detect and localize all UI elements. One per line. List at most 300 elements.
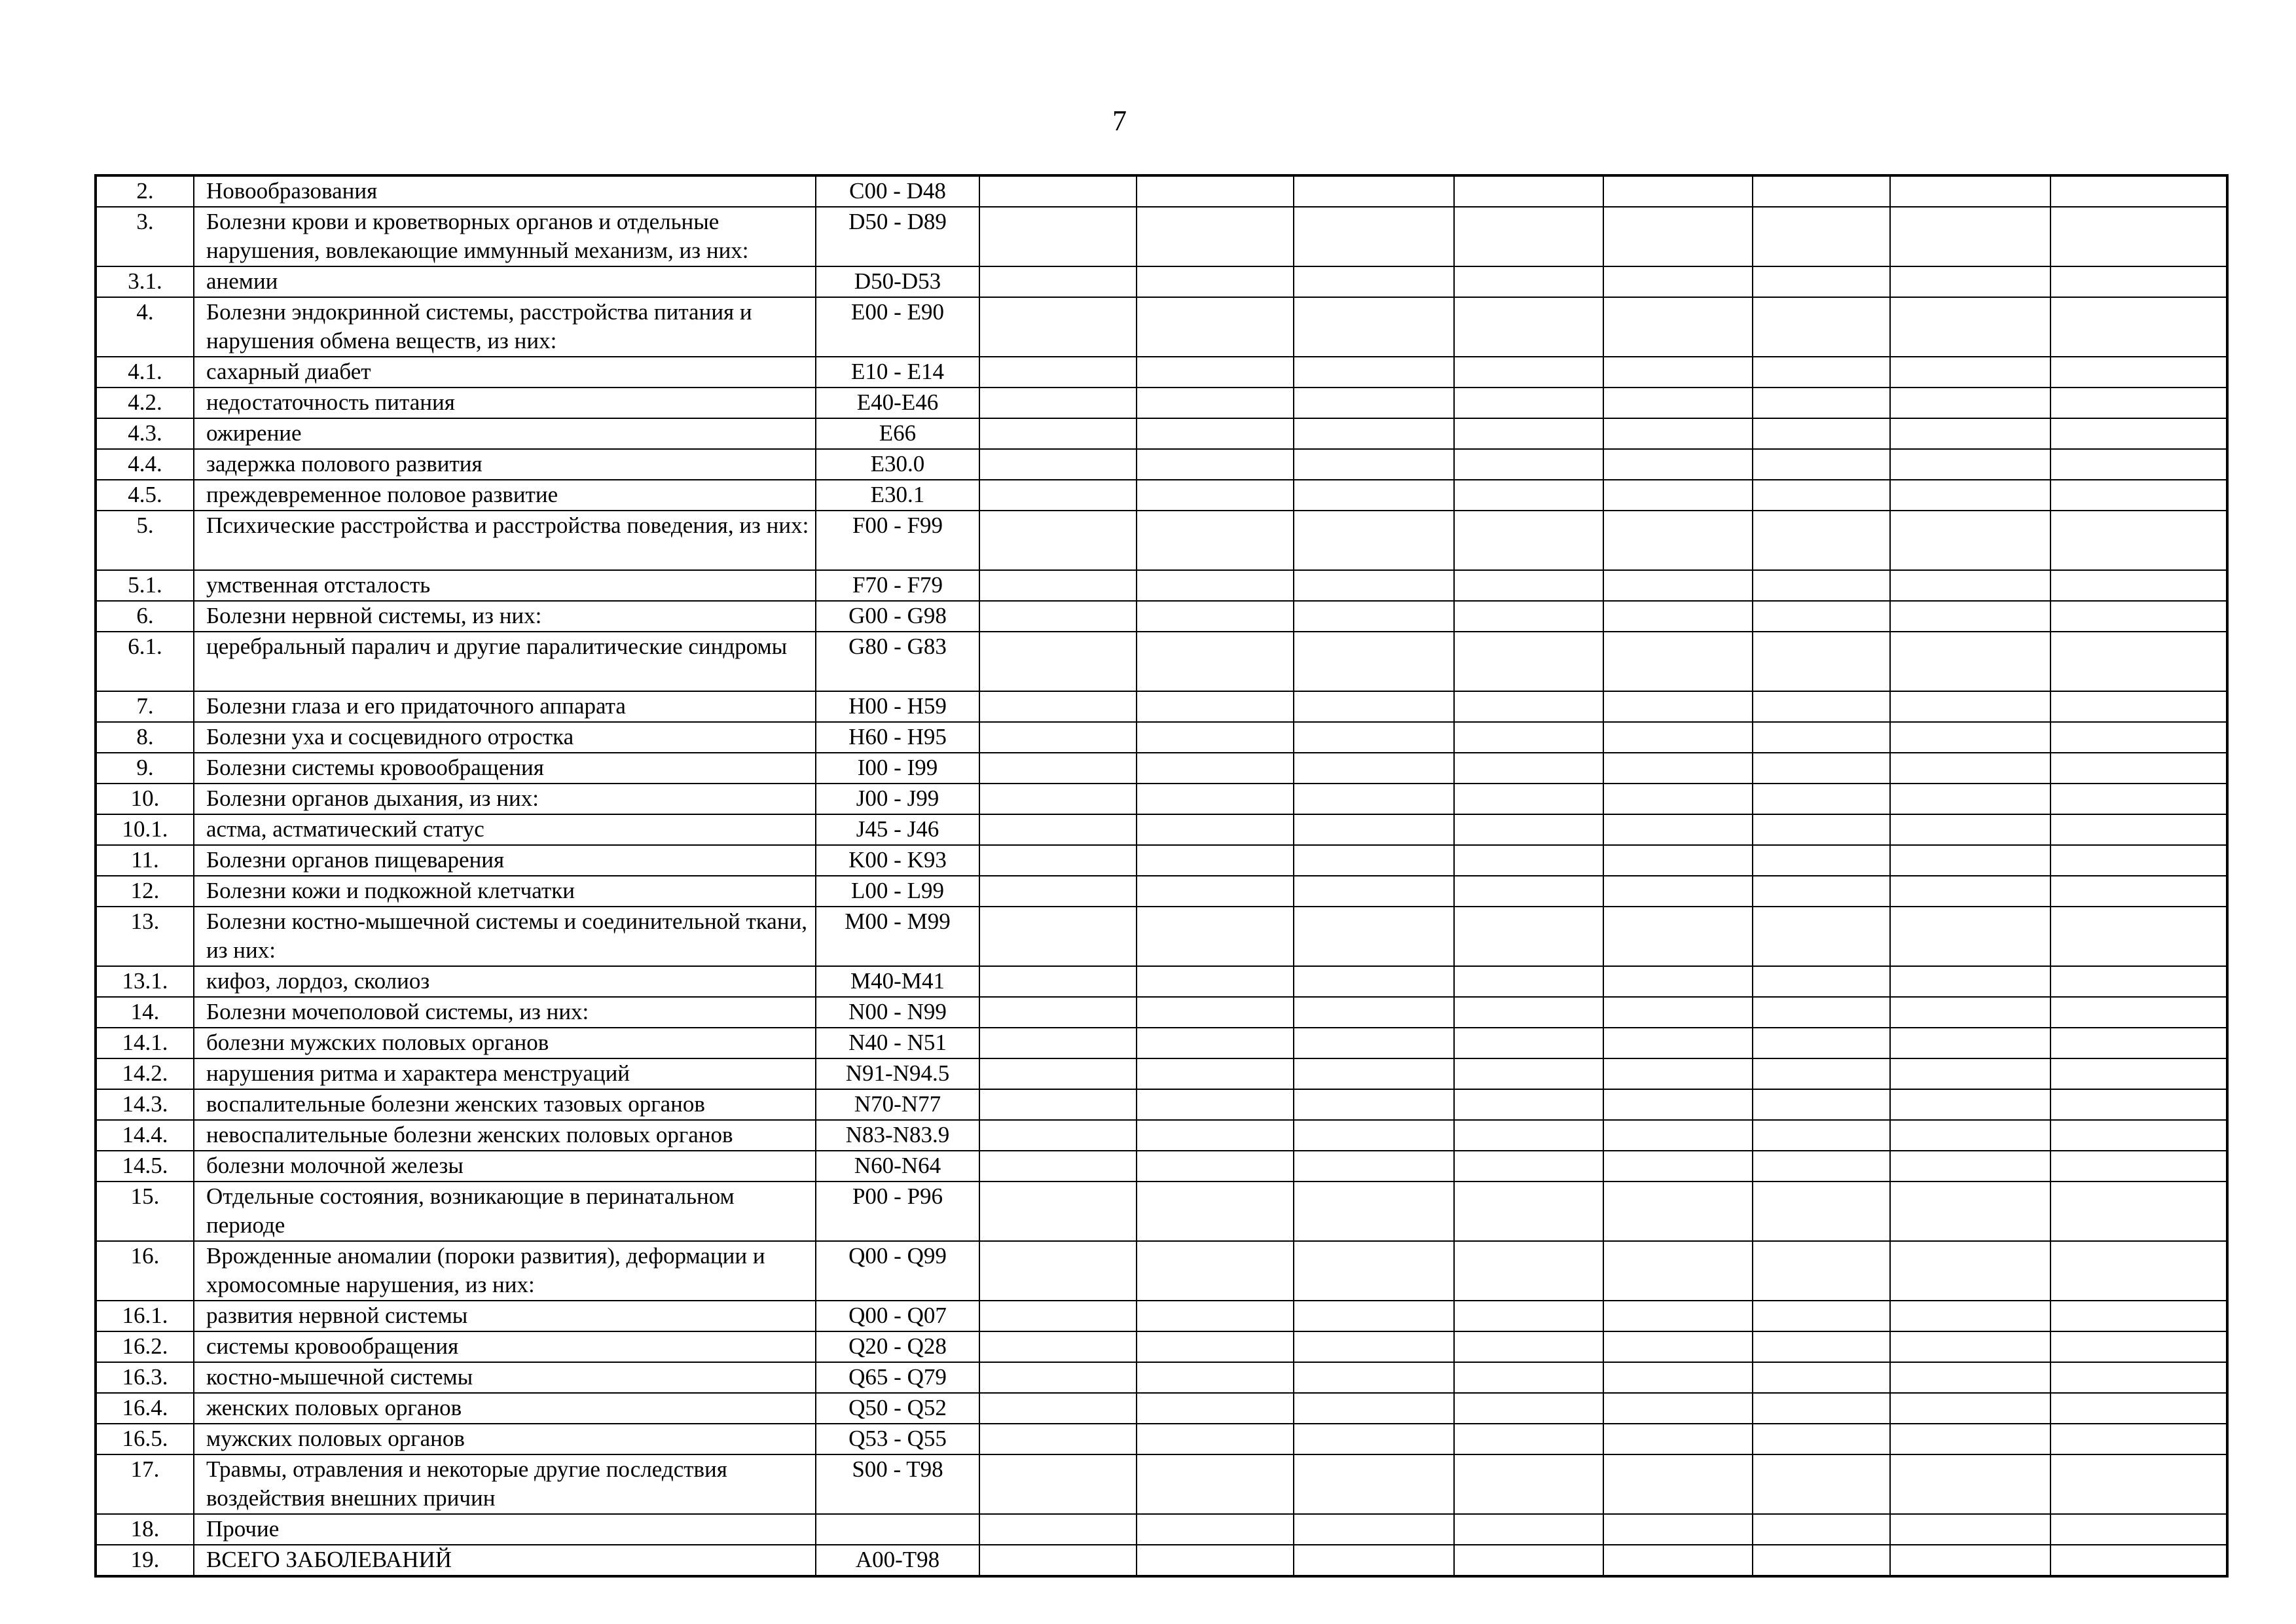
- empty-data-cell: [2050, 511, 2227, 570]
- row-number: 16.3.: [96, 1362, 194, 1393]
- empty-data-cell: [1603, 1424, 1753, 1454]
- empty-data-cell: [979, 1028, 1137, 1058]
- icd-code: I00 - I99: [816, 753, 979, 784]
- empty-data-cell: [1753, 1151, 1890, 1182]
- empty-data-cell: [979, 1362, 1137, 1393]
- empty-data-cell: [1137, 1362, 1294, 1393]
- empty-data-cell: [1294, 1151, 1454, 1182]
- icd-code: Q20 - Q28: [816, 1331, 979, 1362]
- disease-name: системы кровообращения: [194, 1331, 816, 1362]
- icd-code: N40 - N51: [816, 1028, 979, 1058]
- empty-data-cell: [979, 511, 1137, 570]
- empty-data-cell: [1294, 1362, 1454, 1393]
- table-row: [96, 357, 2227, 388]
- empty-data-cell: [1454, 175, 1603, 207]
- row-number: 16.4.: [96, 1393, 194, 1424]
- empty-data-cell: [1890, 1151, 2050, 1182]
- empty-data-cell: [1890, 1514, 2050, 1545]
- empty-data-cell: [1753, 784, 1890, 814]
- empty-data-cell: [1603, 753, 1753, 784]
- empty-data-cell: [1890, 511, 2050, 570]
- empty-data-cell: [979, 266, 1137, 297]
- empty-data-cell: [979, 1151, 1137, 1182]
- empty-data-cell: [1294, 1120, 1454, 1151]
- empty-data-cell: [1137, 1514, 1294, 1545]
- table-row: [96, 1424, 2227, 1454]
- empty-data-cell: [1753, 1301, 1890, 1331]
- disease-name: Болезни органов пищеварения: [194, 845, 816, 876]
- empty-data-cell: [2050, 449, 2227, 480]
- empty-data-cell: [1753, 1362, 1890, 1393]
- icd-code: N70-N77: [816, 1089, 979, 1120]
- empty-data-cell: [1454, 297, 1603, 357]
- empty-data-cell: [1603, 601, 1753, 632]
- empty-data-cell: [1294, 297, 1454, 357]
- icd-code: F70 - F79: [816, 570, 979, 601]
- empty-data-cell: [1294, 1182, 1454, 1241]
- disease-name: костно-мышечной системы: [194, 1362, 816, 1393]
- empty-data-cell: [1753, 1089, 1890, 1120]
- disease-name: Болезни мочеполовой системы, из них:: [194, 997, 816, 1028]
- empty-data-cell: [1454, 845, 1603, 876]
- empty-data-cell: [979, 1058, 1137, 1089]
- empty-data-cell: [1603, 1331, 1753, 1362]
- empty-data-cell: [2050, 876, 2227, 907]
- empty-data-cell: [1890, 570, 2050, 601]
- empty-data-cell: [1753, 601, 1890, 632]
- empty-data-cell: [1753, 753, 1890, 784]
- icd-code: K00 - K93: [816, 845, 979, 876]
- empty-data-cell: [979, 876, 1137, 907]
- empty-data-cell: [1137, 691, 1294, 722]
- disease-name: ВСЕГО ЗАБОЛЕВАНИЙ: [194, 1545, 816, 1576]
- table-row: [96, 1089, 2227, 1120]
- empty-data-cell: [1294, 753, 1454, 784]
- row-number: 14.1.: [96, 1028, 194, 1058]
- empty-data-cell: [1137, 357, 1294, 388]
- empty-data-cell: [2050, 388, 2227, 418]
- disease-name: ожирение: [194, 418, 816, 449]
- row-number: 11.: [96, 845, 194, 876]
- empty-data-cell: [979, 997, 1137, 1028]
- table-row: [96, 876, 2227, 907]
- empty-data-cell: [2050, 1151, 2227, 1182]
- empty-data-cell: [1890, 207, 2050, 266]
- empty-data-cell: [1294, 388, 1454, 418]
- row-number: 19.: [96, 1545, 194, 1576]
- empty-data-cell: [1603, 1301, 1753, 1331]
- empty-data-cell: [1294, 449, 1454, 480]
- disease-name: женских половых органов: [194, 1393, 816, 1424]
- disease-name: Новообразования: [194, 175, 816, 207]
- table-row: [96, 511, 2227, 570]
- row-number: 4.: [96, 297, 194, 357]
- icd-code: E30.0: [816, 449, 979, 480]
- empty-data-cell: [2050, 907, 2227, 966]
- empty-data-cell: [1454, 1120, 1603, 1151]
- empty-data-cell: [979, 753, 1137, 784]
- row-number: 15.: [96, 1182, 194, 1241]
- icd-code: D50 - D89: [816, 207, 979, 266]
- empty-data-cell: [1890, 814, 2050, 845]
- empty-data-cell: [1890, 1241, 2050, 1301]
- empty-data-cell: [2050, 845, 2227, 876]
- table-row: [96, 207, 2227, 266]
- empty-data-cell: [1454, 207, 1603, 266]
- empty-data-cell: [1294, 907, 1454, 966]
- empty-data-cell: [979, 1089, 1137, 1120]
- empty-data-cell: [1603, 1182, 1753, 1241]
- disease-name: мужских половых органов: [194, 1424, 816, 1454]
- empty-data-cell: [1294, 1545, 1454, 1576]
- row-number: 3.: [96, 207, 194, 266]
- empty-data-cell: [1294, 601, 1454, 632]
- table-row: [96, 449, 2227, 480]
- empty-data-cell: [979, 1241, 1137, 1301]
- empty-data-cell: [1137, 1089, 1294, 1120]
- empty-data-cell: [1137, 207, 1294, 266]
- row-number: 14.3.: [96, 1089, 194, 1120]
- empty-data-cell: [1890, 266, 2050, 297]
- empty-data-cell: [1603, 876, 1753, 907]
- empty-data-cell: [979, 388, 1137, 418]
- empty-data-cell: [1137, 570, 1294, 601]
- disease-name: болезни молочной железы: [194, 1151, 816, 1182]
- empty-data-cell: [1603, 175, 1753, 207]
- empty-data-cell: [979, 691, 1137, 722]
- page-number: 7: [1112, 105, 1127, 137]
- empty-data-cell: [1454, 814, 1603, 845]
- disease-table: [94, 174, 2229, 1578]
- table-row: [96, 1301, 2227, 1331]
- table-row: [96, 1545, 2227, 1576]
- empty-data-cell: [1753, 845, 1890, 876]
- empty-data-cell: [1137, 1301, 1294, 1331]
- disease-name: Болезни крови и кроветворных органов и отдельные нарушения, вовлекающие иммунный механизм, из них:: [194, 207, 816, 266]
- empty-data-cell: [1890, 1454, 2050, 1514]
- empty-data-cell: [1603, 207, 1753, 266]
- empty-data-cell: [979, 1424, 1137, 1454]
- empty-data-cell: [979, 845, 1137, 876]
- empty-data-cell: [1137, 1393, 1294, 1424]
- empty-data-cell: [1890, 1120, 2050, 1151]
- empty-data-cell: [1753, 511, 1890, 570]
- empty-data-cell: [979, 357, 1137, 388]
- table-row: [96, 997, 2227, 1028]
- disease-name: церебральный паралич и другие паралитические синдромы: [194, 632, 816, 691]
- empty-data-cell: [1753, 388, 1890, 418]
- row-number: 14.4.: [96, 1120, 194, 1151]
- empty-data-cell: [1137, 876, 1294, 907]
- empty-data-cell: [1603, 388, 1753, 418]
- empty-data-cell: [1137, 997, 1294, 1028]
- empty-data-cell: [1603, 814, 1753, 845]
- icd-code: D50-D53: [816, 266, 979, 297]
- empty-data-cell: [1753, 876, 1890, 907]
- disease-name: Врожденные аномалии (пороки развития), деформации и хромосомные нарушения, из них:: [194, 1241, 816, 1301]
- empty-data-cell: [1890, 1301, 2050, 1331]
- empty-data-cell: [1890, 175, 2050, 207]
- icd-code: S00 - T98: [816, 1454, 979, 1514]
- icd-code: Q53 - Q55: [816, 1424, 979, 1454]
- empty-data-cell: [1890, 480, 2050, 511]
- empty-data-cell: [2050, 1182, 2227, 1241]
- empty-data-cell: [1603, 1362, 1753, 1393]
- empty-data-cell: [1753, 1514, 1890, 1545]
- empty-data-cell: [1454, 1182, 1603, 1241]
- disease-name: задержка полового развития: [194, 449, 816, 480]
- empty-data-cell: [1454, 1362, 1603, 1393]
- empty-data-cell: [1890, 449, 2050, 480]
- disease-name: Болезни органов дыхания, из них:: [194, 784, 816, 814]
- empty-data-cell: [1294, 1331, 1454, 1362]
- empty-data-cell: [1137, 1454, 1294, 1514]
- icd-code: Q65 - Q79: [816, 1362, 979, 1393]
- empty-data-cell: [1137, 966, 1294, 997]
- icd-code: N83-N83.9: [816, 1120, 979, 1151]
- empty-data-cell: [1890, 1424, 2050, 1454]
- icd-code: P00 - P96: [816, 1182, 979, 1241]
- icd-code: N91-N94.5: [816, 1058, 979, 1089]
- empty-data-cell: [1603, 1028, 1753, 1058]
- empty-data-cell: [1890, 1089, 2050, 1120]
- empty-data-cell: [1137, 480, 1294, 511]
- disease-name: Болезни системы кровообращения: [194, 753, 816, 784]
- empty-data-cell: [1454, 418, 1603, 449]
- empty-data-cell: [1137, 1331, 1294, 1362]
- icd-code: Q50 - Q52: [816, 1393, 979, 1424]
- empty-data-cell: [1603, 449, 1753, 480]
- table-row: [96, 907, 2227, 966]
- empty-data-cell: [1454, 1301, 1603, 1331]
- empty-data-cell: [1454, 1089, 1603, 1120]
- disease-name: преждевременное половое развитие: [194, 480, 816, 511]
- empty-data-cell: [1137, 388, 1294, 418]
- empty-data-cell: [1294, 1089, 1454, 1120]
- empty-data-cell: [1454, 1545, 1603, 1576]
- row-number: 14.2.: [96, 1058, 194, 1089]
- empty-data-cell: [979, 1514, 1137, 1545]
- empty-data-cell: [1294, 207, 1454, 266]
- empty-data-cell: [1294, 175, 1454, 207]
- row-number: 2.: [96, 175, 194, 207]
- empty-data-cell: [1603, 511, 1753, 570]
- empty-data-cell: [2050, 480, 2227, 511]
- row-number: 4.4.: [96, 449, 194, 480]
- empty-data-cell: [1753, 297, 1890, 357]
- disease-name: Прочие: [194, 1514, 816, 1545]
- empty-data-cell: [1603, 418, 1753, 449]
- empty-data-cell: [1294, 876, 1454, 907]
- row-number: 13.: [96, 907, 194, 966]
- empty-data-cell: [1294, 1424, 1454, 1454]
- table-row: [96, 1331, 2227, 1362]
- empty-data-cell: [1137, 1028, 1294, 1058]
- icd-code: E66: [816, 418, 979, 449]
- table-row: [96, 570, 2227, 601]
- empty-data-cell: [1753, 207, 1890, 266]
- icd-code: G80 - G83: [816, 632, 979, 691]
- empty-data-cell: [1890, 357, 2050, 388]
- empty-data-cell: [1890, 753, 2050, 784]
- row-number: 14.: [96, 997, 194, 1028]
- empty-data-cell: [1890, 997, 2050, 1028]
- empty-data-cell: [1454, 753, 1603, 784]
- disease-name: астма, астматический статус: [194, 814, 816, 845]
- empty-data-cell: [979, 418, 1137, 449]
- empty-data-cell: [1890, 601, 2050, 632]
- table-row: [96, 784, 2227, 814]
- empty-data-cell: [1753, 814, 1890, 845]
- empty-data-cell: [1137, 1241, 1294, 1301]
- empty-data-cell: [1890, 907, 2050, 966]
- empty-data-cell: [1603, 357, 1753, 388]
- empty-data-cell: [1294, 1241, 1454, 1301]
- empty-data-cell: [1137, 297, 1294, 357]
- empty-data-cell: [1454, 1241, 1603, 1301]
- empty-data-cell: [2050, 1028, 2227, 1058]
- empty-data-cell: [1890, 297, 2050, 357]
- table-row: [96, 1151, 2227, 1182]
- row-number: 16.1.: [96, 1301, 194, 1331]
- empty-data-cell: [1294, 1301, 1454, 1331]
- empty-data-cell: [1890, 722, 2050, 753]
- empty-data-cell: [979, 1331, 1137, 1362]
- icd-code: Q00 - Q99: [816, 1241, 979, 1301]
- empty-data-cell: [2050, 1120, 2227, 1151]
- empty-data-cell: [1294, 266, 1454, 297]
- empty-data-cell: [2050, 1331, 2227, 1362]
- icd-code: H60 - H95: [816, 722, 979, 753]
- empty-data-cell: [1890, 418, 2050, 449]
- empty-data-cell: [2050, 753, 2227, 784]
- row-number: 5.1.: [96, 570, 194, 601]
- empty-data-cell: [1454, 1058, 1603, 1089]
- empty-data-cell: [1890, 784, 2050, 814]
- empty-data-cell: [1603, 1393, 1753, 1424]
- empty-data-cell: [1890, 845, 2050, 876]
- table-row: [96, 418, 2227, 449]
- table-row: [96, 691, 2227, 722]
- empty-data-cell: [1137, 418, 1294, 449]
- empty-data-cell: [2050, 632, 2227, 691]
- empty-data-cell: [1294, 814, 1454, 845]
- empty-data-cell: [1753, 1120, 1890, 1151]
- table-row: [96, 266, 2227, 297]
- empty-data-cell: [1137, 814, 1294, 845]
- empty-data-cell: [979, 297, 1137, 357]
- empty-data-cell: [979, 722, 1137, 753]
- icd-code: L00 - L99: [816, 876, 979, 907]
- empty-data-cell: [979, 1393, 1137, 1424]
- empty-data-cell: [1454, 1393, 1603, 1424]
- icd-code: E10 - E14: [816, 357, 979, 388]
- empty-data-cell: [1603, 1120, 1753, 1151]
- empty-data-cell: [1294, 997, 1454, 1028]
- empty-data-cell: [1603, 997, 1753, 1028]
- empty-data-cell: [1753, 1331, 1890, 1362]
- empty-data-cell: [2050, 1089, 2227, 1120]
- empty-data-cell: [1603, 845, 1753, 876]
- empty-data-cell: [1294, 1058, 1454, 1089]
- empty-data-cell: [1753, 966, 1890, 997]
- empty-data-cell: [1890, 1545, 2050, 1576]
- empty-data-cell: [1454, 1454, 1603, 1514]
- icd-code: Q00 - Q07: [816, 1301, 979, 1331]
- empty-data-cell: [979, 814, 1137, 845]
- disease-name: сахарный диабет: [194, 357, 816, 388]
- empty-data-cell: [1137, 1182, 1294, 1241]
- empty-data-cell: [1137, 907, 1294, 966]
- empty-data-cell: [2050, 1058, 2227, 1089]
- empty-data-cell: [1753, 357, 1890, 388]
- table-row: [96, 480, 2227, 511]
- empty-data-cell: [1753, 1393, 1890, 1424]
- disease-name: умственная отсталость: [194, 570, 816, 601]
- empty-data-cell: [1454, 480, 1603, 511]
- empty-data-cell: [979, 907, 1137, 966]
- empty-data-cell: [1294, 1514, 1454, 1545]
- empty-data-cell: [1603, 907, 1753, 966]
- empty-data-cell: [1603, 1241, 1753, 1301]
- icd-code: N00 - N99: [816, 997, 979, 1028]
- empty-data-cell: [1454, 357, 1603, 388]
- icd-code: H00 - H59: [816, 691, 979, 722]
- empty-data-cell: [2050, 297, 2227, 357]
- empty-data-cell: [1454, 266, 1603, 297]
- empty-data-cell: [1753, 1058, 1890, 1089]
- empty-data-cell: [1137, 1424, 1294, 1454]
- empty-data-cell: [979, 784, 1137, 814]
- empty-data-cell: [1603, 722, 1753, 753]
- empty-data-cell: [1137, 845, 1294, 876]
- empty-data-cell: [1753, 722, 1890, 753]
- table-row: [96, 1120, 2227, 1151]
- icd-code: J00 - J99: [816, 784, 979, 814]
- empty-data-cell: [979, 570, 1137, 601]
- table-row: [96, 297, 2227, 357]
- empty-data-cell: [2050, 418, 2227, 449]
- row-number: 14.5.: [96, 1151, 194, 1182]
- row-number: 4.3.: [96, 418, 194, 449]
- icd-code: M00 - M99: [816, 907, 979, 966]
- empty-data-cell: [1454, 1514, 1603, 1545]
- empty-data-cell: [1890, 1362, 2050, 1393]
- empty-data-cell: [1137, 784, 1294, 814]
- empty-data-cell: [1603, 570, 1753, 601]
- empty-data-cell: [1753, 632, 1890, 691]
- empty-data-cell: [1294, 1454, 1454, 1514]
- table-row: [96, 1028, 2227, 1058]
- empty-data-cell: [1454, 876, 1603, 907]
- empty-data-cell: [1137, 753, 1294, 784]
- empty-data-cell: [1294, 784, 1454, 814]
- empty-data-cell: [2050, 722, 2227, 753]
- empty-data-cell: [1753, 175, 1890, 207]
- row-number: 16.5.: [96, 1424, 194, 1454]
- empty-data-cell: [1753, 997, 1890, 1028]
- empty-data-cell: [1890, 1058, 2050, 1089]
- empty-data-cell: [1454, 632, 1603, 691]
- empty-data-cell: [1137, 1151, 1294, 1182]
- icd-code: C00 - D48: [816, 175, 979, 207]
- icd-code: N60-N64: [816, 1151, 979, 1182]
- empty-data-cell: [1603, 480, 1753, 511]
- disease-name: развития нервной системы: [194, 1301, 816, 1331]
- empty-data-cell: [1753, 449, 1890, 480]
- empty-data-cell: [1890, 1331, 2050, 1362]
- disease-name: Отдельные состояния, возникающие в перинатальном периоде: [194, 1182, 816, 1241]
